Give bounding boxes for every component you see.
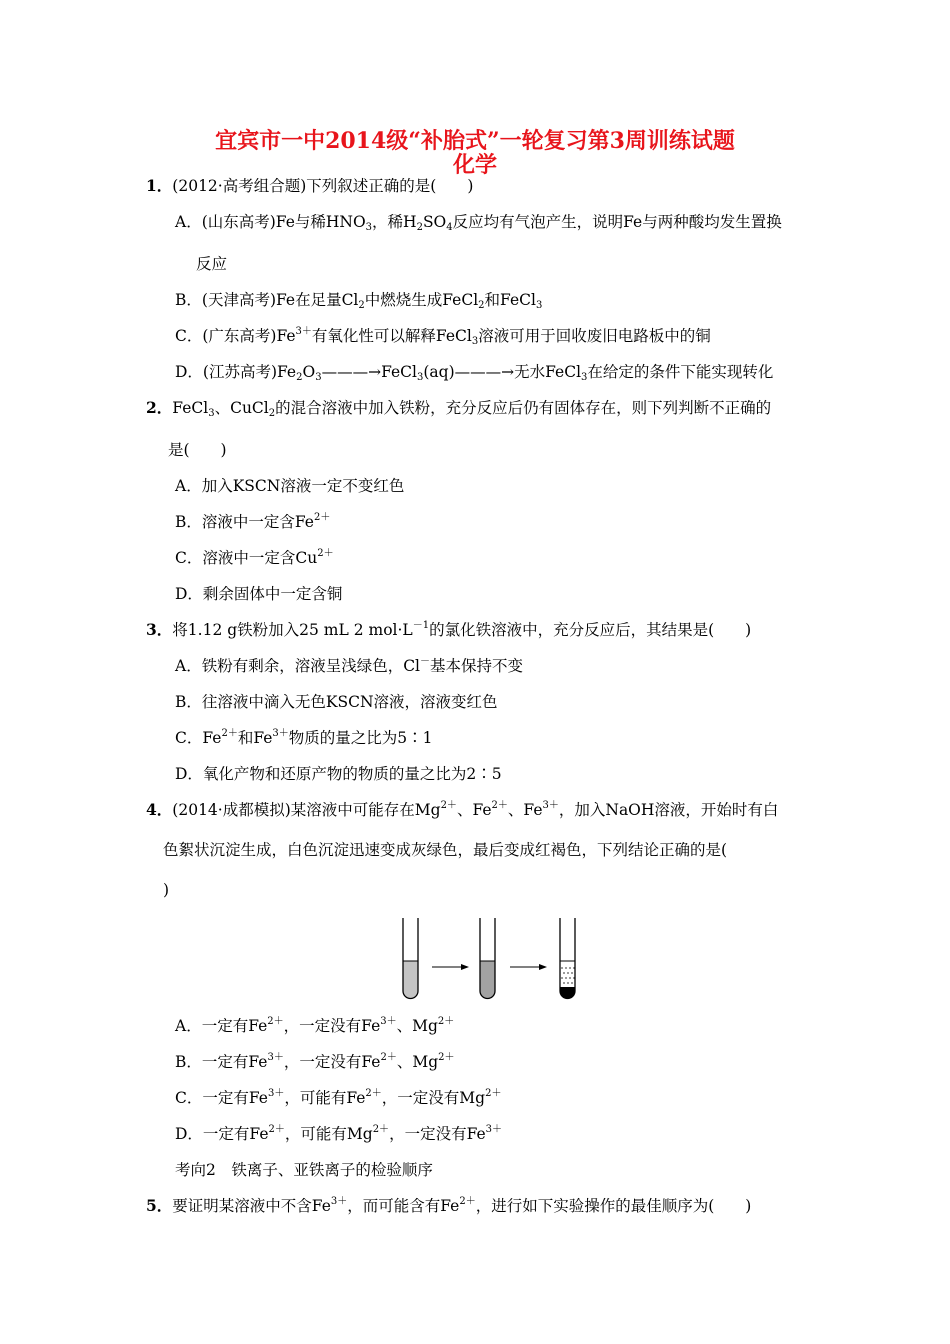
q1-option-c: C．(广东高考)$Fe^{3+}$有氧化性可以解释FeCl$_3$溶液可用于回收废旧电路板中的铜 [175, 326, 711, 347]
title-line1: 宜宾市一中2014级“补胎式”一轮复习第3周训练试题 [215, 128, 735, 154]
q4-option-d: D．一定有$Fe^{2+}$，可能有$Mg^{2+}$，一定没有$Fe^{3+}$ [175, 1124, 503, 1143]
q2-stem-continued: 是( ) [168, 441, 227, 459]
q1-option-b: B．(天津高考)Fe在足量$Cl_2$中燃烧生成FeCl$_2$和FeCl$_3$ [175, 291, 543, 311]
q4-option-c: C．一定有$Fe^{3+}$，可能有$Fe^{2+}$，一定没有$Mg^{2+}$ [175, 1088, 502, 1107]
q4-stem: 4．(2014·成都模拟)某溶液中可能存在$Mg^{2+}$、$Fe^{2+}$、$Fe^{3+}$，加入NaOH溶液，开始时有白 [146, 800, 779, 819]
q4-option-a: A．一定有$Fe^{2+}$，一定没有$Fe^{3+}$、$Mg^{2+}$ [175, 1016, 455, 1035]
test-tube-icon [560, 918, 575, 999]
q3-stem: 3．将1.12 g铁粉加入25 mL 2 $mol\cdot L^{-1}$的氯化铁溶液中，充分反应后，其结果是( ) [146, 620, 752, 639]
q2-number: 2． [146, 398, 173, 417]
test-tube-icon [480, 918, 495, 999]
q1-option-a-continued: 反应 [196, 255, 228, 273]
q2-stem: 2．FeCl$_3$、CuCl$_2$的混合溶液中加入铁粉，充分反应后仍有固体存在，则下列判断不正确的 [146, 398, 772, 419]
q4-number: 4． [146, 800, 173, 819]
q3-number: 3． [146, 620, 173, 639]
q2-option-d: D．剩余固体中一定含铜 [175, 585, 343, 603]
arrow-icon: ———→ [454, 363, 515, 381]
q5-number: 5． [146, 1196, 173, 1215]
arrow-right-icon [432, 964, 469, 970]
q3-option-a: A．铁粉有剩余，溶液呈浅绿色，Cl－基本保持不变 [175, 656, 524, 675]
q2-option-a: A．加入KSCN溶液一定不变红色 [175, 477, 405, 495]
test-tube-icon [403, 918, 418, 999]
q4-option-b: B．一定有$Fe^{3+}$，一定没有$Fe^{2+}$、$Mg^{2+}$ [175, 1052, 455, 1071]
q2-option-b: B．溶液中一定含$Fe^{2+}$ [175, 512, 331, 531]
q4-stem-line3: ) [163, 881, 170, 899]
q1-number: 1． [146, 176, 173, 195]
q4-stem-line2: 色絮状沉淀生成，白色沉淀迅速变成灰绿色，最后变成红褐色，下列结论正确的是( [163, 841, 728, 859]
q3-option-b: B．往溶液中滴入无色KSCN溶液，溶液变红色 [175, 693, 498, 711]
q1-stem [146, 176, 473, 196]
q1-stem-text: (2012·高考组合题)下列叙述正确的是( ) [172, 177, 474, 195]
q3-option-d: D．氧化产物和还原产物的物质的量之比为2∶5 [175, 765, 502, 783]
test-tube-diagram [395, 915, 595, 1005]
q1-option-a: A．(山东高考)Fe与稀$HNO_3$，稀$H_2SO_4$反应均有气泡产生，说明Fe与两种酸均发生置换 [175, 213, 782, 233]
q3-option-c: C．$Fe^{2+}$和$Fe^{3+}$物质的量之比为5∶1 [175, 728, 433, 747]
q2-option-c: C．溶液中一定含$Cu^{2+}$ [175, 548, 334, 567]
title-line2: 化学 [452, 152, 497, 178]
q1-option-d: D．(江苏高考)$Fe_2O_3———\to FeCl_3(aq)———\to$无水FeCl$_3$在给定的条件下能实现转化 [175, 363, 774, 383]
arrow-right-icon [510, 964, 547, 970]
q5-stem: 5．要证明某溶液中不含$Fe^{3+}$，而可能含有$Fe^{2+}$，进行如下实验操作的最佳顺序为( ) [146, 1196, 752, 1215]
section-heading: 考向2 铁离子、亚铁离子的检验顺序 [175, 1161, 433, 1179]
arrow-icon: ———→ [321, 363, 382, 381]
